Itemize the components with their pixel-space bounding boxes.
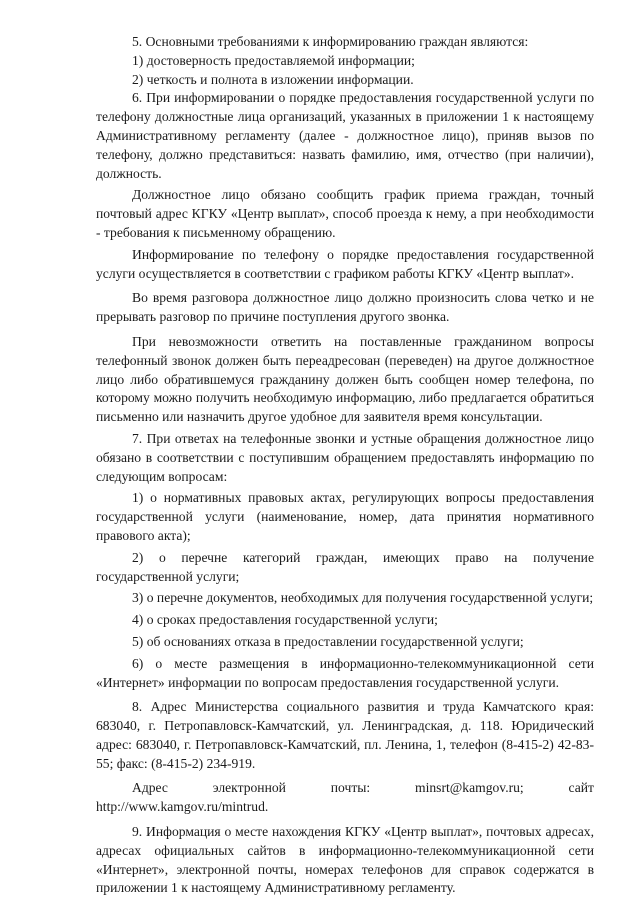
question-item-5: 5) об основаниях отказа в предоставлении государственной услуги;	[132, 633, 524, 649]
paragraph-8-address: 8. Адрес Министерства социального развития и труда Камчатского края: 683040, г. Петропавловск-Камчатский, ул. Ленинградская, д. 118. Юридический адрес: 683040, г. Петропавловск-Камчатский, пл. Ленина, 1, телефон (8-415-2) 42-83-55; факс: (8-415-2) 234-919.	[96, 699, 594, 771]
paragraph-6-conversation: Во время разговора должностное лицо должно произносить слова четко и не прерывать разговор по причине поступления другого звонка.	[96, 290, 594, 325]
paragraph-6-schedule: Должностное лицо обязано сообщить график приема граждан, точный почтовый адрес КГКУ «Центр выплат», способ проезда к нему, а при необходимости - требования к письменному обращению.	[96, 187, 594, 240]
paragraph-5-heading: 5. Основными требованиями к информированию граждан являются:	[132, 34, 529, 49]
paragraph-7: 7. При ответах на телефонные звонки и устные обращения должностное лицо обязано в соответствии с поступившим обращением предоставлять информацию по следующим вопросам:	[96, 430, 594, 484]
question-item-6: 6) о месте размещения в информационно-телекоммуникационной сети «Интернет» информации по вопросам предоставления государственной услуги.	[96, 655, 594, 690]
paragraph-8-email: Адрес электронной почты: minsrt@kamgov.ru; сайт	[132, 780, 594, 796]
paragraph-6-informing: Информирование по телефону о порядке предоставления государственной услуги осуществляется в соответствии с графиком работы КГКУ «Центр выплат».	[96, 246, 594, 281]
question-item-2: 2) о перечне категорий граждан, имеющих право на получение государственной услуги;	[96, 549, 594, 584]
requirement-item-1: 1) достоверность предоставляемой информации;	[132, 52, 415, 68]
paragraph-6-redirect: При невозможности ответить на поставленные гражданином вопросы телефонный звонок должен быть переадресован (переведен) на другое должностное лицо либо обратившемуся гражданину должен быть сообщен номер телефона, по которому можно получить необходимую информацию, либо предлагается обратиться письменно или назначить другое удобное для заявителя время консультации.	[96, 333, 594, 425]
question-item-4: 4) о сроках предоставления государственной услуги;	[132, 612, 438, 628]
requirement-item-2: 2) четкость и полнота в изложении информации.	[132, 71, 414, 87]
paragraph-8-website: http://www.kamgov.ru/mintrud.	[96, 799, 269, 815]
question-item-1: 1) о нормативных правовых актах, регулирующих вопросы предоставления государственной услуги (наименование, номер, дата принятия нормативного правового акта);	[96, 490, 594, 543]
regulation-text	[96, 33, 594, 898]
question-item-3: 3) о перечне документов, необходимых для получения государственной услуги;	[132, 590, 594, 606]
paragraph-6: 6. При информировании о порядке предоставления государственной услуги по телефону должностные лица организаций, указанных в приложении 1 к настоящему Административному регламенту (далее - должностное лицо), приняв вызов по телефону, должно представиться: назвать фамилию, имя, отчество (при наличии), должность.	[96, 90, 594, 181]
paragraph-9: 9. Информация о месте нахождения КГКУ «Центр выплат», почтовых адресах, адресах официальных сайтов в информационно-телекоммуникационной сети «Интернет», электронной почты, номерах телефонов для справок содержатся в приложении 1 к настоящему Административному регламенту.	[96, 824, 594, 896]
